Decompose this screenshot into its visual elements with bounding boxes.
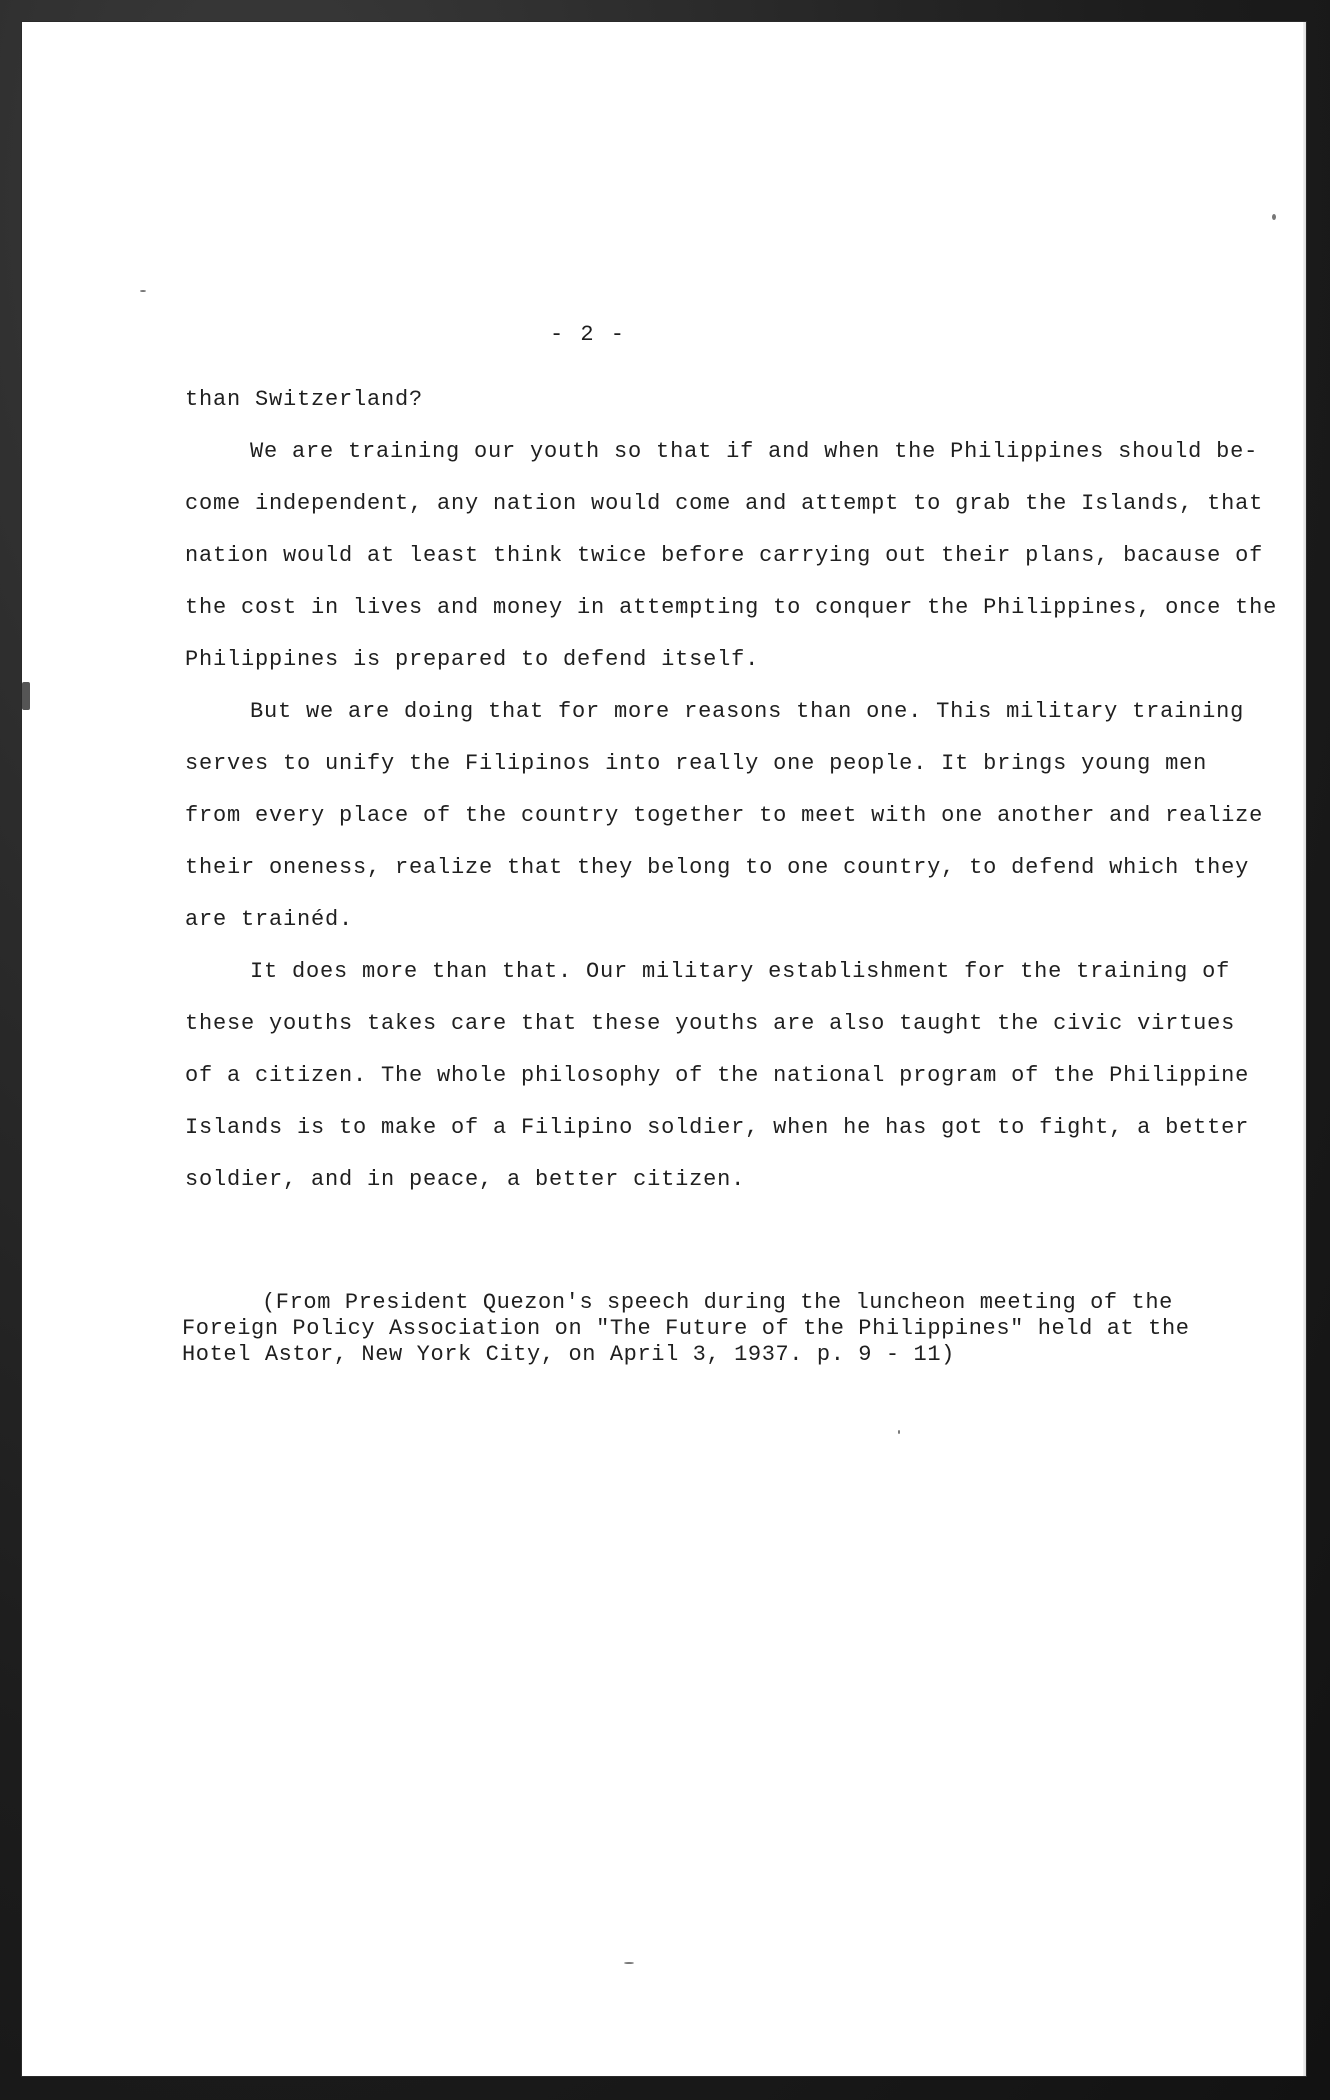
body-line: Islands is to make of a Filipino soldier, when he has got to fight, a better	[185, 1115, 1250, 1140]
body-line: nation would at least think twice before carrying out their plans, bacause of	[185, 543, 1264, 568]
body-line: soldier, and in peace, a better citizen.	[185, 1167, 746, 1192]
paper-speck	[140, 290, 146, 292]
body-line: of a citizen. The whole philosophy of the national program of the Philippine	[185, 1063, 1250, 1088]
citation-line: Foreign Policy Association on "The Future of the Philippines" held at the	[182, 1316, 1190, 1341]
body-line: Philippines is prepared to defend itself.	[185, 647, 760, 672]
body-line: come independent, any nation would come and attempt to grab the Islands, that	[185, 491, 1264, 516]
page-number: - 2 -	[550, 322, 627, 347]
citation-line: (From President Quezon's speech during the luncheon meeting of the	[262, 1290, 1173, 1315]
citation-note	[182, 1290, 1252, 1368]
body-text	[185, 374, 1278, 1206]
body-line: But we are doing that for more reasons than one. This military training	[250, 699, 1245, 724]
paper-speck	[22, 682, 30, 710]
body-line: We are training our youth so that if and when the Philippines should be-	[250, 439, 1259, 464]
body-line: than Switzerland?	[185, 387, 424, 412]
citation-line: Hotel Astor, New York City, on April 3, 1937. p. 9 - 11)	[182, 1342, 955, 1367]
body-line: the cost in lives and money in attempting to conquer the Philippines, once the	[185, 595, 1278, 620]
page-edge	[1303, 22, 1306, 2076]
paper-speck	[1272, 214, 1276, 220]
body-line: serves to unify the Filipinos into really one people. It brings young men	[185, 751, 1208, 776]
paper-speck	[624, 1962, 634, 1964]
document-page	[22, 22, 1306, 2076]
body-line: these youths takes care that these youths are also taught the civic virtues	[185, 1011, 1236, 1036]
body-line: their oneness, realize that they belong to one country, to defend which they	[185, 855, 1250, 880]
paper-speck	[898, 1430, 900, 1434]
body-line: from every place of the country together to meet with one another and realize	[185, 803, 1264, 828]
body-line: It does more than that. Our military establishment for the training of	[250, 959, 1231, 984]
body-line: are trainéd.	[185, 907, 354, 932]
